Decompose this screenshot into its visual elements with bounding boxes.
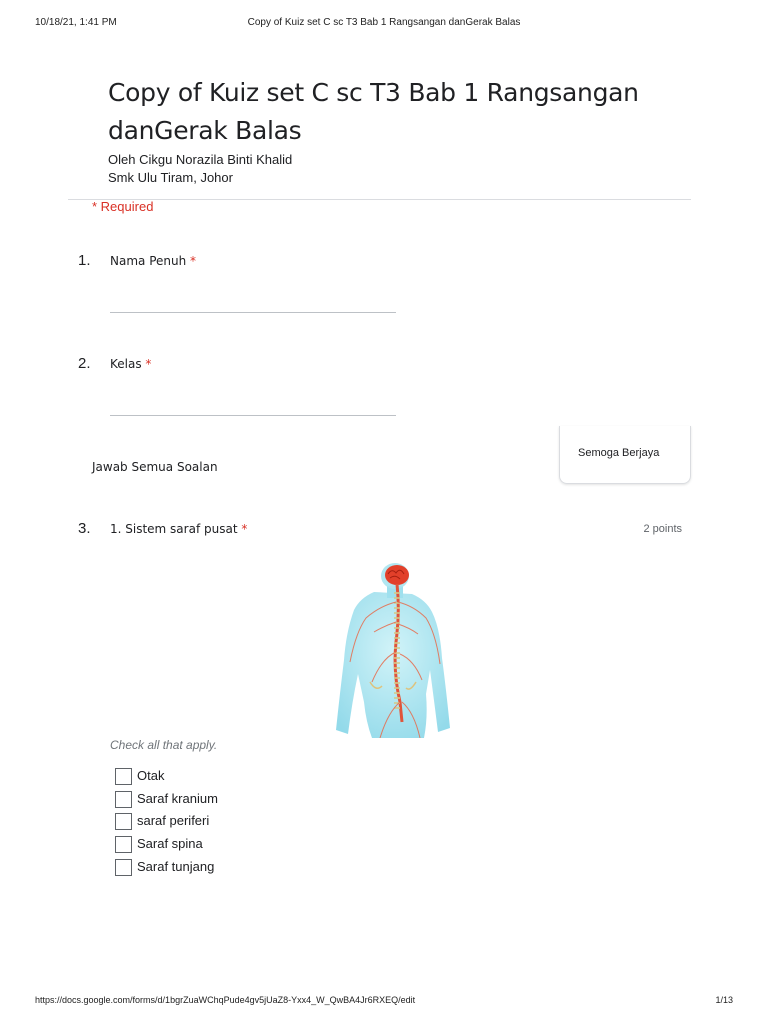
checkbox-icon[interactable] [115,768,132,785]
form-title: Copy of Kuiz set C sc T3 Bab 1 Rangsangan danGerak Balas [108,78,639,145]
form-description-line: Oleh Cikgu Norazila Binti Khalid [108,152,293,167]
page-number: 1/13 [715,995,733,1005]
option-label: Saraf spina [137,836,203,851]
side-card-text: Semoga Berjaya [578,447,660,459]
checkbox-icon[interactable] [115,859,132,876]
nervous-system-illustration [330,562,455,738]
question-text: Kelas [110,357,142,371]
check-all-hint: Check all that apply. [110,738,218,752]
form-description-line: Smk Ulu Tiram, Johor [108,170,233,185]
side-card [559,426,691,484]
form-description [108,151,292,187]
option-label: saraf periferi [137,813,210,828]
question-number: 3. [78,520,91,537]
required-star: * [190,254,197,268]
print-datetime: 10/18/21, 1:41 PM [35,17,117,28]
checkbox-icon[interactable] [115,836,132,853]
header-divider [68,199,691,200]
checkbox-icon[interactable] [115,813,132,830]
required-star: * [145,357,152,371]
option-label: Saraf tunjang [137,859,215,874]
section-text: Jawab Semua Soalan [92,460,218,474]
question-number: 2. [78,355,91,372]
points-badge: 2 points [643,523,682,535]
option-label: Saraf kranium [137,791,218,806]
question-number: 1. [78,252,91,269]
print-doc-title: Copy of Kuiz set C sc T3 Bab 1 Rangsangan danGerak Balas [247,17,521,28]
option-label: Otak [137,768,165,783]
question-label [110,357,151,371]
question-label [110,254,196,268]
footer-url[interactable]: https://docs.google.com/forms/d/1bgrZuaWChqPude4gv5jUaZ8-Yxx4_W_QwBA4Jr6RXEQ/edit [35,995,416,1005]
name-answer-field[interactable] [110,312,396,313]
required-star: * [241,522,248,536]
question-label [110,522,247,536]
question-text: 1. Sistem saraf pusat [110,522,238,536]
checkbox-icon[interactable] [115,791,132,808]
required-note: * Required [92,199,154,214]
class-answer-field[interactable] [110,415,396,416]
question-text: Nama Penuh [110,254,187,268]
